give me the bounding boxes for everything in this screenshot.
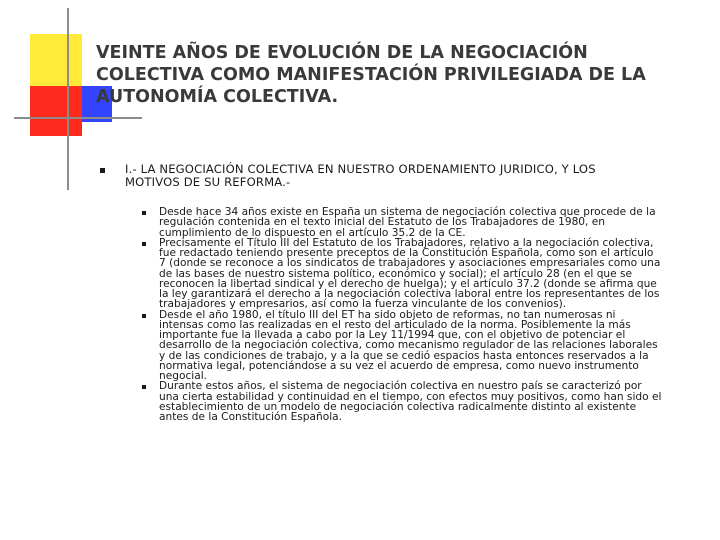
point-text: [159, 310, 700, 382]
decor-vertical-line: [67, 8, 69, 190]
point-line: antes de la Constitución Española.: [159, 411, 343, 423]
bullet-icon: [142, 314, 146, 318]
point-text: [159, 207, 700, 238]
list-item: [140, 381, 700, 422]
decor-yellow-square: [30, 34, 82, 86]
point-line: la ley garantizará el derecho a la negociación colectiva laboral entre los representantes de los: [159, 288, 660, 300]
point-line: trabajadores y empresarios, así como la fuerza vinculante de los convenios).: [159, 298, 567, 311]
point-line: importante fue la llevada a cabo por la Ley 11/1994 que, con el objetivo de potenciar el: [159, 329, 626, 341]
point-line: Desde el año 1980, el título III del ET ha sido objeto de reformas, no tan numerosas ni: [159, 308, 616, 321]
decor-red-square: [30, 86, 82, 136]
point-line: fue redactado teniendo presente preceptos de la Constitución Española, como son el artículo: [159, 247, 654, 259]
point-line: una cierta estabilidad y continuidad en el tiempo, con efectos muy positivos, como han sido el: [159, 390, 662, 403]
point-line: normativa legal, potenciándose a su vez el acuerdo de empresa, como nuevo instrumento: [159, 359, 639, 372]
point-line: desarrollo de la negociación colectiva, como mecanismo regulador de las relaciones laborales: [159, 339, 658, 352]
bullet-icon: [142, 385, 146, 389]
point-line: 7 (donde se reconoce a los sindicatos de trabajadores y asociaciones empresariales como una: [159, 257, 661, 270]
section-bullet-icon: [100, 168, 105, 173]
title-line: AUTONOMÍA COLECTIVA.: [96, 87, 339, 107]
section-heading: [125, 163, 705, 188]
point-line: Precisamente el Título III del Estatuto de los Trabajadores, relativo a la negociación colectiva,: [159, 236, 654, 249]
list-item: [140, 310, 700, 382]
point-line: cumplimiento de lo dispuesto en el artículo 35.2 de la CE.: [159, 226, 466, 239]
point-line: Desde hace 34 años existe en España un sistema de negociación colectiva que procede de la: [159, 206, 656, 218]
list-item: [140, 238, 700, 310]
point-line: y de las condiciones de trabajo, y a la que se cedió espacios hasta entonces reservados a la: [159, 349, 649, 362]
point-line: Durante estos años, el sistema de negociación colectiva en nuestro país se caracterizó por: [159, 380, 642, 393]
point-text: [159, 238, 700, 310]
section-heading-line: MOTIVOS DE SU REFORMA.-: [125, 174, 291, 189]
title-line: VEINTE AÑOS DE EVOLUCIÓN DE LA NEGOCIACIÓN: [96, 43, 588, 63]
point-line: regulación contenida en el texto inicial del Estatuto de los Trabajadores de 1980, en: [159, 216, 606, 229]
points-list: [140, 207, 700, 422]
point-line: establecimiento de un modelo de negociación colectiva radicalmente distinto al existente: [159, 400, 637, 413]
bullet-icon: [142, 242, 146, 246]
point-line: negocial.: [159, 370, 208, 382]
point-text: [159, 381, 700, 422]
slide-title: [96, 42, 696, 108]
list-item: [140, 207, 700, 238]
decor-horizontal-line: [14, 117, 142, 119]
title-line: COLECTIVA COMO MANIFESTACIÓN PRIVILEGIADA DE LA: [96, 65, 646, 85]
point-line: intensas como las realizadas en el resto del articulado de la norma. Posiblemente la más: [159, 318, 631, 331]
point-line: reconocen la libertad sindical y el derecho de huelga); y el artículo 37.2 (donde se afirma que: [159, 277, 657, 290]
section-heading-line: I.- LA NEGOCIACIÓN COLECTIVA EN NUESTRO ORDENAMIENTO JURIDICO, Y LOS: [125, 162, 596, 176]
bullet-icon: [142, 211, 146, 215]
point-line: de las bases de nuestro sistema político, económico y social); el artículo 28 (en el que se: [159, 267, 633, 280]
